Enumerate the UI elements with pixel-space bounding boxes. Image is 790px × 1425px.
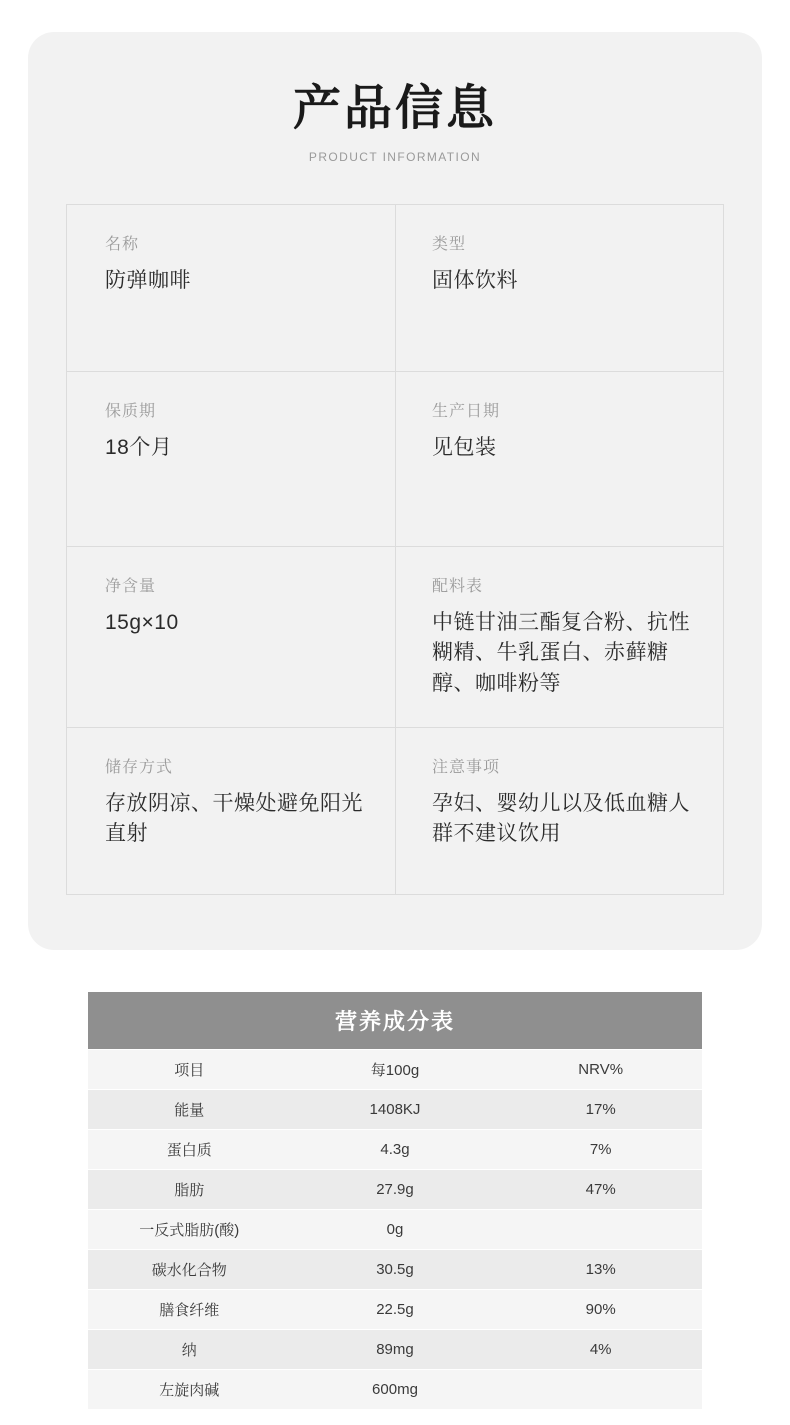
cell-value: 15g×10: [105, 611, 179, 634]
nutrition-cell-nrv: 4%: [499, 1330, 702, 1370]
table-row: [88, 1130, 702, 1170]
nutrition-cell-nrv: 90%: [499, 1290, 702, 1330]
nutrition-cell-item: 纳: [88, 1330, 291, 1370]
product-info-grid: [66, 204, 724, 895]
product-info-cell-type: [395, 205, 723, 371]
nutrition-cell-amount: 30.5g: [291, 1250, 500, 1290]
table-row: [88, 1370, 702, 1410]
nutrition-cell-amount: 89mg: [291, 1330, 500, 1370]
nutrition-table-title: 营养成分表: [88, 992, 702, 1050]
nutrition-header-per100g: 每100g: [291, 1050, 500, 1090]
nutrition-cell-item: 碳水化合物: [88, 1250, 291, 1290]
product-info-card: [28, 32, 762, 950]
product-info-cell-warnings: [395, 728, 723, 894]
nutrition-cell-item: 脂肪: [88, 1170, 291, 1210]
nutrition-cell-amount: 27.9g: [291, 1170, 500, 1210]
cell-label: 净含量: [105, 578, 157, 595]
cell-label: 生产日期: [432, 403, 501, 420]
nutrition-cell-nrv: 47%: [499, 1170, 702, 1210]
nutrition-header-item: 项目: [88, 1050, 291, 1090]
product-info-cell-shelf-life: [67, 372, 395, 546]
page-subtitle: PRODUCT INFORMATION: [308, 149, 482, 164]
nutrition-cell-nrv: 7%: [499, 1130, 702, 1170]
nutrition-cell-item: 左旋肉碱: [88, 1370, 291, 1410]
nutrition-table: [88, 992, 702, 1410]
nutrition-cell-nrv: [499, 1370, 702, 1410]
product-info-row: [67, 728, 723, 895]
cell-value: 存放阴凉、干燥处避免阳光直射: [105, 792, 363, 846]
nutrition-header-nrv: NRV%: [499, 1050, 702, 1090]
product-info-cell-net-content: [67, 547, 395, 727]
nutrition-cell-amount: 600mg: [291, 1370, 500, 1410]
cell-label: 名称: [105, 236, 140, 253]
product-info-cell-storage: [67, 728, 395, 894]
product-info-cell-production-date: [395, 372, 723, 546]
cell-value: 固体饮料: [432, 269, 518, 292]
product-info-row: [67, 205, 723, 372]
nutrition-table-header-row: [88, 1050, 702, 1090]
product-info-title-block: [28, 32, 762, 164]
cell-label: 配料表: [432, 578, 484, 595]
nutrition-cell-amount: 0g: [291, 1210, 500, 1250]
nutrition-cell-nrv: [499, 1210, 702, 1250]
cell-value: 18个月: [105, 436, 173, 459]
product-info-row: [67, 547, 723, 728]
cell-value: 中链甘油三酯复合粉、抗性糊精、牛乳蛋白、赤藓糖醇、咖啡粉等: [432, 611, 690, 695]
cell-label: 储存方式: [105, 759, 174, 776]
table-row: [88, 1090, 702, 1130]
nutrition-cell-item: 一反式脂肪(酸): [88, 1210, 291, 1250]
table-row: [88, 1290, 702, 1330]
cell-value: 防弹咖啡: [105, 269, 191, 292]
table-row: [88, 1170, 702, 1210]
cell-label: 类型: [432, 236, 467, 253]
product-info-cell-ingredients: [395, 547, 723, 727]
page-title: 产品信息: [292, 82, 497, 135]
table-row: [88, 1210, 702, 1250]
cell-label: 保质期: [105, 403, 157, 420]
cell-label: 注意事项: [432, 759, 501, 776]
nutrition-cell-nrv: 13%: [499, 1250, 702, 1290]
nutrition-cell-item: 能量: [88, 1090, 291, 1130]
nutrition-table-title-row: [88, 992, 702, 1050]
nutrition-cell-amount: 22.5g: [291, 1290, 500, 1330]
nutrition-cell-item: 膳食纤维: [88, 1290, 291, 1330]
table-row: [88, 1250, 702, 1290]
nutrition-cell-amount: 4.3g: [291, 1130, 500, 1170]
cell-value: 孕妇、婴幼儿以及低血糖人群不建议饮用: [432, 792, 690, 846]
nutrition-cell-amount: 1408KJ: [291, 1090, 500, 1130]
cell-value: 见包装: [432, 436, 497, 459]
nutrition-cell-item: 蛋白质: [88, 1130, 291, 1170]
product-info-cell-name: [67, 205, 395, 371]
product-info-row: [67, 372, 723, 547]
table-row: [88, 1330, 702, 1370]
nutrition-cell-nrv: 17%: [499, 1090, 702, 1130]
